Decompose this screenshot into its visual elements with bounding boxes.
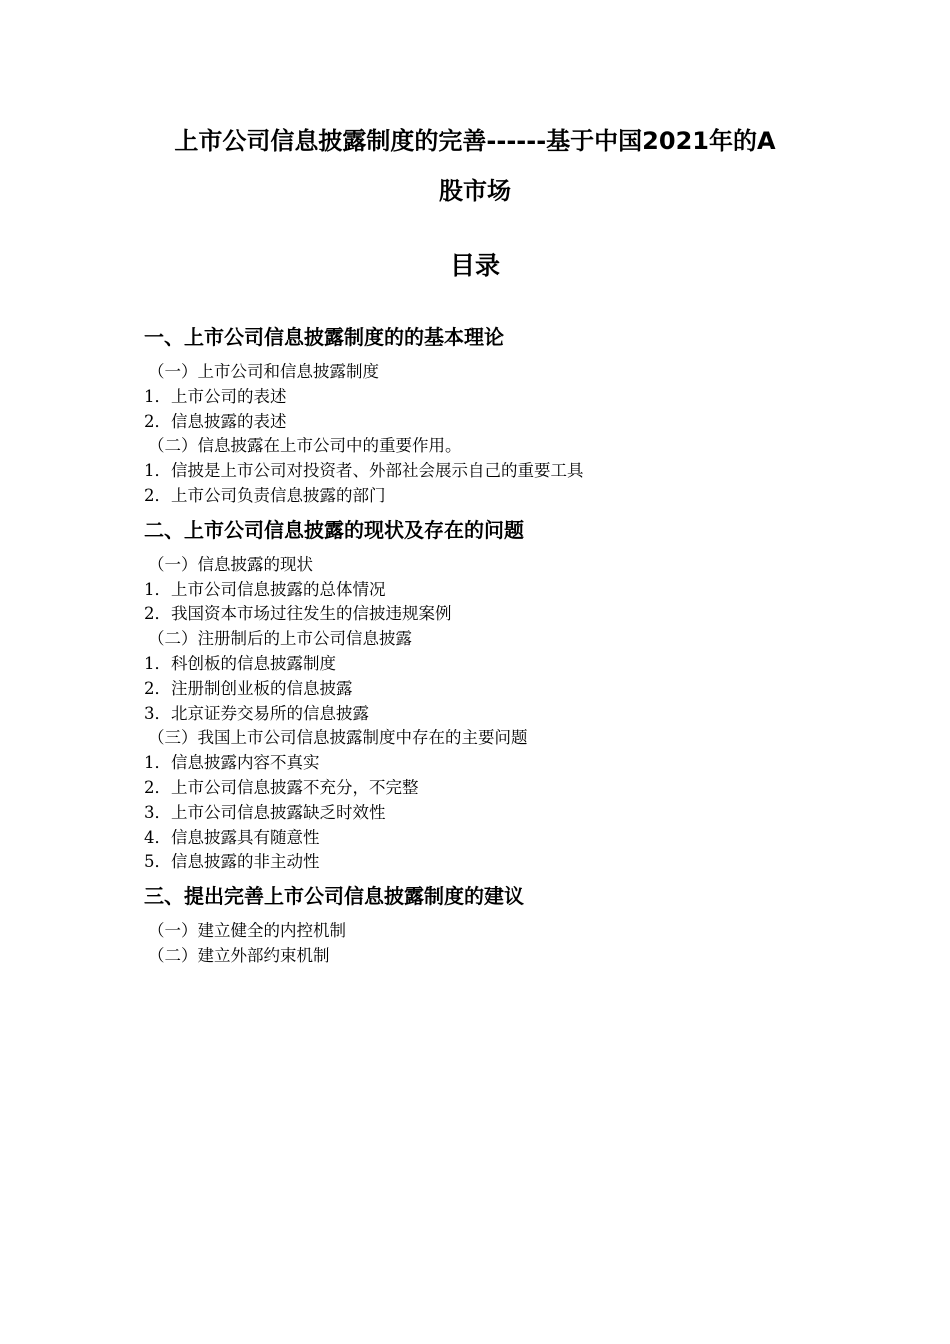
toc-entry-list [144, 919, 844, 969]
toc-section-title[interactable]: 二、上市公司信息披露的现状及存在的问题 [144, 517, 524, 542]
toc-entry[interactable]: 2．注册制创业板的信息披露 [144, 678, 353, 698]
toc-section-2 [144, 517, 844, 875]
toc-entry[interactable]: 4．信息披露具有随意性 [144, 827, 320, 847]
toc-section-1 [144, 324, 844, 509]
toc-entry[interactable]: 1．上市公司信息披露的总体情况 [144, 579, 386, 599]
toc-entry[interactable]: （一）上市公司和信息披露制度 [148, 362, 379, 381]
toc-entry[interactable]: 5．信息披露的非主动性 [144, 852, 320, 872]
toc-entry[interactable]: （二）信息披露在上市公司中的重要作用。 [148, 436, 462, 456]
toc-entry-list [144, 553, 844, 875]
toc-entry[interactable]: （三）我国上市公司信息披露制度中存在的主要问题 [148, 728, 528, 748]
document-title-line-2: 股市场 [439, 177, 511, 205]
toc-entry[interactable]: 2．我国资本市场过往发生的信披违规案例 [144, 604, 452, 624]
toc-entry[interactable]: （一）信息披露的现状 [148, 554, 313, 574]
toc-entry[interactable]: （一）建立健全的内控机制 [148, 921, 346, 941]
toc-entry[interactable]: 2．信息披露的表述 [144, 411, 287, 431]
toc-entry[interactable]: 1．信息披露内容不真实 [144, 753, 320, 773]
toc-entry[interactable]: 3．上市公司信息披露缺乏时效性 [144, 802, 386, 822]
toc-section-title[interactable]: 一、上市公司信息披露制度的的基本理论 [144, 325, 504, 349]
toc-heading: 目录 [449, 251, 500, 280]
toc-entry[interactable]: 1．科创板的信息披露制度 [144, 653, 336, 673]
toc-entry[interactable]: （二）建立外部约束机制 [148, 945, 330, 965]
toc-section-title[interactable]: 三、提出完善上市公司信息披露制度的建议 [144, 884, 524, 909]
toc-entry[interactable]: 1．上市公司的表述 [144, 386, 287, 406]
toc-entry[interactable]: 3．北京证券交易所的信息披露 [144, 703, 369, 723]
document-title-line-1: 上市公司信息披露制度的完善------基于中国2021年的A [174, 127, 776, 155]
table-of-contents [144, 324, 844, 969]
toc-entry[interactable]: 1．信披是上市公司对投资者、外部社会展示自己的重要工具 [144, 461, 584, 481]
toc-entry[interactable]: （二）注册制后的上市公司信息披露 [148, 629, 412, 649]
toc-entry-list [144, 360, 844, 509]
toc-entry[interactable]: 2．上市公司信息披露不充分，不完整 [144, 777, 419, 797]
toc-section-3 [144, 883, 844, 969]
toc-entry[interactable]: 2．上市公司负责信息披露的部门 [144, 485, 386, 505]
